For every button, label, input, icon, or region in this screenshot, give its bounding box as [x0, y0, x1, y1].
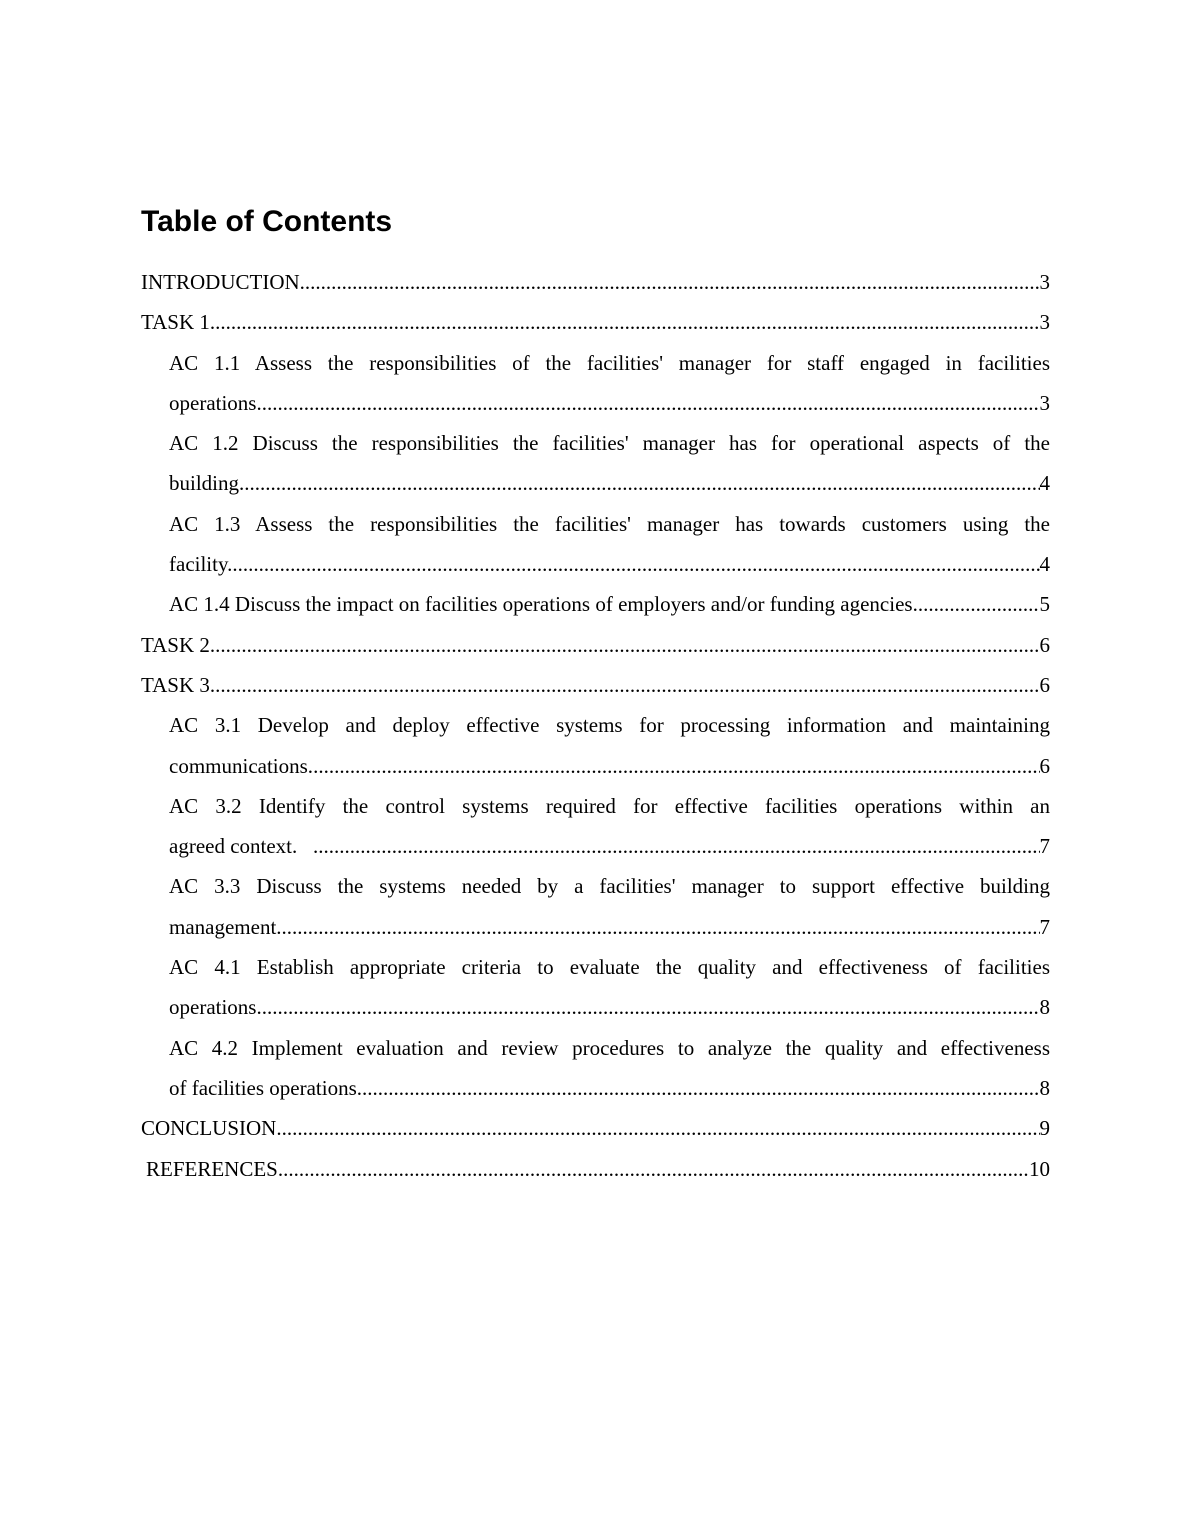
toc-entry-references[interactable]: [141, 1149, 1050, 1189]
toc-entry-text: TASK 3: [141, 672, 210, 697]
toc-entry-text-line-1: AC 1.2 Discuss the responsibilities the facilities' manager has for operational aspects of the: [169, 431, 1050, 456]
toc-page-number: 6: [1039, 753, 1050, 778]
toc-entry-text-line-2: operations.: [169, 390, 262, 415]
toc-entry-ac-4-2[interactable]: [141, 1028, 1050, 1109]
toc-entry-ac-1-1[interactable]: [141, 343, 1050, 424]
toc-entry-task-3[interactable]: [141, 665, 1050, 705]
dot-leader: [913, 584, 1040, 624]
toc-entry-text-line-2: facility.: [169, 552, 233, 577]
toc-page-number: 4: [1039, 471, 1050, 496]
toc-entry-text-line-1: AC 1.1 Assess the responsibilities of the facilities' manager for staff engaged in facilities: [169, 350, 1050, 375]
toc-page-number: 3: [1039, 310, 1050, 335]
toc-entry-text-line-2: management: [169, 914, 277, 939]
toc-entry-text-line-2: communications.: [169, 753, 314, 778]
toc-page-number: 8: [1039, 995, 1050, 1020]
toc-entry-introduction[interactable]: [141, 262, 1050, 302]
toc-page-number: 9: [1039, 1116, 1050, 1141]
toc-entry-text-line-2: building: [169, 471, 240, 496]
toc-entry-text: REFERENCES: [146, 1156, 278, 1181]
toc-entry-ac-1-4[interactable]: [141, 584, 1050, 624]
dot-leader: [210, 302, 1040, 342]
toc-entry-ac-3-1[interactable]: [141, 705, 1050, 786]
toc-entry-conclusion[interactable]: [141, 1108, 1050, 1148]
toc-page-number: 3: [1039, 270, 1050, 294]
dot-leader: [262, 383, 1040, 423]
toc-entry-text: TASK 2: [141, 632, 210, 657]
dot-leader: [362, 1068, 1039, 1108]
toc-page-number: 10: [1029, 1156, 1050, 1181]
toc-page-number: 6: [1039, 632, 1050, 657]
dot-leader: [256, 987, 1039, 1027]
toc-entry-ac-1-3[interactable]: [141, 504, 1050, 585]
toc-entry-task-1[interactable]: [141, 302, 1050, 342]
toc-entry-text: TASK 1: [141, 310, 210, 335]
dot-leader: [210, 665, 1040, 705]
toc-entry-text-line-1: AC 3.3 Discuss the systems needed by a facilities' manager to support effective building: [169, 874, 1050, 899]
toc-entry-text-line-1: AC 4.1 Establish appropriate criteria to evaluate the quality and effectiveness of facilities: [169, 955, 1050, 980]
toc-entry-text-line-2: operations: [169, 995, 257, 1020]
toc-page-number: 8: [1039, 1075, 1050, 1100]
dot-leader: [313, 746, 1039, 786]
toc-page-number: 3: [1039, 390, 1050, 415]
toc-entry-task-2[interactable]: [141, 625, 1050, 665]
dot-leader: [278, 1149, 1029, 1189]
toc-entry-text-line-1: AC 4.2 Implement evaluation and review procedures to analyze the quality and effectiveness: [169, 1035, 1050, 1060]
toc-entry-text-line-2: agreed context.: [169, 834, 314, 859]
toc-entry-ac-3-3[interactable]: [141, 866, 1050, 947]
toc-page-number: 7: [1039, 914, 1050, 939]
toc-page-number: 6: [1039, 672, 1050, 697]
toc-entry-ac-4-1[interactable]: [141, 947, 1050, 1028]
toc-entry-text-line-2: of facilities operations.: [169, 1075, 363, 1100]
toc-entry-text: CONCLUSION: [141, 1116, 277, 1141]
toc-entry-text: INTRODUCTION: [141, 270, 300, 294]
toc-list: [141, 262, 1050, 1189]
toc-entry-text-line-1: AC 3.1 Develop and deploy effective systems for processing information and maintaining: [169, 713, 1050, 738]
dot-leader: [239, 463, 1039, 503]
toc-entry-ac-1-2[interactable]: [141, 423, 1050, 504]
toc-page-number: 4: [1039, 552, 1050, 577]
toc-entry-ac-3-2[interactable]: [141, 786, 1050, 867]
toc-entry-text-line-1: AC 1.3 Assess the responsibilities the facilities' manager has towards customers using the: [169, 511, 1050, 536]
toc-title: Table of Contents: [141, 205, 393, 238]
dot-leader: [300, 262, 1040, 302]
dot-leader: [276, 907, 1039, 947]
dot-leader: [210, 625, 1040, 665]
toc-entry-text-line-1: AC 3.2 Identify the control systems required for effective facilities operations within an: [169, 793, 1050, 818]
toc-page-number: 7: [1039, 834, 1050, 859]
dot-leader: [313, 826, 1039, 866]
toc-entry-text: AC 1.4 Discuss the impact on facilities operations of employers and/or funding agencies: [169, 592, 913, 617]
dot-leader: [232, 544, 1039, 584]
dot-leader: [276, 1108, 1039, 1148]
toc-page-number: 5: [1039, 592, 1050, 617]
